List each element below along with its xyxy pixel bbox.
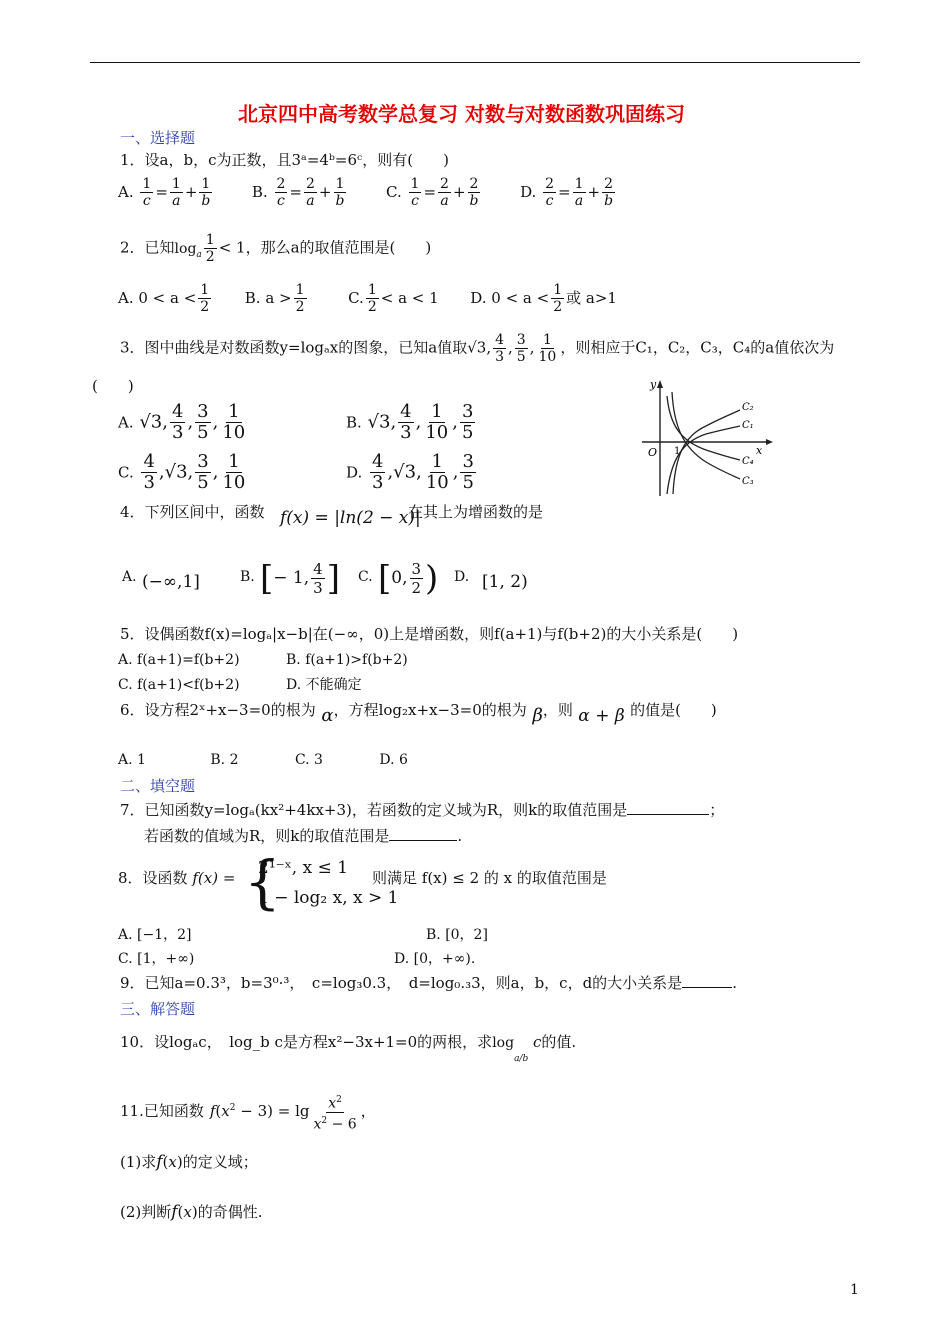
question-3-paren: ( ) — [92, 377, 134, 395]
question-6: 6．设方程2ˣ+x−3=0的根为 α，方程log₂x+x−3=0的根为 β，则 α + β 的值是( ) — [120, 701, 717, 726]
option-c: C. 3 — [294, 752, 323, 768]
option-a: A. $\frac{1}{c}$ = $\frac{1}{a}$ + $\frac{1}{b}$ — [118, 176, 211, 209]
option-a: A. 0 < a < $\frac{1}{2}$ — [118, 282, 210, 315]
option-c-interval: [0, $\frac{3}{2}$ ) — [378, 558, 439, 599]
y-axis-arrow — [657, 380, 663, 388]
question-8-option-c: C. [1，+∞) — [118, 951, 195, 967]
question-8-option-a: A. [−1，2] — [118, 927, 192, 943]
question-8-case-2: 1 − log₂ x, x > 1 — [258, 888, 399, 908]
question-1: 1．设a，b，c为正数，且3ᵃ=4ᵇ=6ᶜ，则有( ) — [120, 151, 449, 169]
section-heading-choice: 一、选择题 — [120, 129, 196, 147]
option-a: A. √3, $\frac{4}{3}$ , $\frac{3}{5}$ , $\frac{1}{10}$ — [118, 401, 246, 443]
question-2: 2．已知$\log_a$ $\frac{1}{2}$ < 1，那么a的取值范围是( ) — [120, 232, 432, 265]
question-6-options — [118, 750, 408, 770]
x-axis-arrow — [766, 439, 773, 445]
question-1-options — [118, 176, 617, 209]
option-b: B. 2 — [210, 752, 239, 768]
question-11: 11.已知函数 $f(x^2 - 3) = \lg$ $\frac{x^2}{x^2 - 6}$ ， — [120, 1092, 376, 1132]
option-d: D. 0 < a < $\frac{1}{2}$ 或 a>1 — [470, 282, 617, 315]
question-8-pre: 8．设函数 f(x) = — [118, 869, 236, 887]
question-4-function: f(x) = |ln(2 − x)| — [280, 508, 421, 528]
log-curves-figure — [636, 376, 776, 498]
option-a: A. — [122, 569, 137, 585]
section-heading-fill: 二、填空题 — [120, 777, 196, 795]
option-c: C. — [358, 569, 373, 585]
question-10: 10．设logₐc， log_b c是方程x²−3x+1=0的两根，求$\log_{a/b} c$的值. — [120, 1033, 577, 1064]
option-d: D. $\frac{4}{3}$ ,√3, $\frac{1}{10}$ , $\frac{3}{5}$ — [346, 451, 474, 493]
question-5-option-a: A. f(a+1)=f(b+2) — [118, 652, 240, 668]
curve-c2 — [673, 410, 740, 494]
question-5-option-d: D. 不能确定 — [286, 677, 362, 693]
question-9: 9．已知a=0.3³，b=3⁰·³， c=log₃0.3， d=log₀.₃3，则a，b，c，d的大小关系是 . — [120, 974, 737, 992]
page-title: 北京四中高考数学总复习 对数与对数函数巩固练习 — [238, 102, 685, 126]
question-7-line-2: 若函数的值域为R，则k的取值范围是 . — [144, 827, 463, 845]
option-d: D. $\frac{2}{c}$ = $\frac{1}{a}$ + $\frac{2}{b}$ — [520, 176, 614, 209]
one-label: 1 — [674, 446, 681, 457]
y-label: y — [650, 378, 657, 391]
curve-c3 — [672, 392, 740, 479]
option-d: D. 6 — [379, 752, 408, 768]
question-11-part-1: (1)求f(x)的定义域； — [120, 1152, 258, 1172]
question-8-post: 则满足 f(x) ≤ 2 的 x 的取值范围是 — [372, 869, 607, 887]
question-7-line-1: 7．已知函数y=logₐ(kx²+4kx+3)，若函数的定义域为R，则k的取值范围是 ； — [120, 801, 725, 819]
option-c: C. $\frac{1}{2}$ < a < 1 — [348, 282, 439, 315]
question-8-case-1: 2¹⁻ˣ, x ≤ 1 — [258, 858, 349, 878]
question-8-option-b: B. [0，2] — [426, 927, 488, 943]
option-a-interval: (−∞,1] — [142, 572, 200, 592]
label-c2: C₂ — [742, 402, 754, 413]
option-c: C. $\frac{1}{c}$ = $\frac{2}{a}$ + $\frac{2}{b}$ — [386, 176, 479, 209]
option-c: C. $\frac{4}{3}$ ,√3, $\frac{3}{5}$ , $\frac{1}{10}$ — [118, 451, 246, 493]
option-b: B. √3, $\frac{4}{3}$ , $\frac{1}{10}$ , $\frac{3}{5}$ — [346, 401, 474, 443]
option-a: A. 1 — [118, 752, 146, 768]
option-b-interval: [− 1, $\frac{4}{3}$ ] — [260, 558, 340, 599]
question-5-option-b: B. f(a+1)>f(b+2) — [286, 652, 408, 668]
question-4: 4．下列区间中，函数 — [120, 503, 265, 521]
question-4-post: 在其上为增函数的是 — [408, 503, 544, 521]
question-3: 3．图中曲线是对数函数y=logₐx的图象，已知a值取√3, $\frac{4}{3}$ , $\frac{3}{5}$ , $\frac{1}{10}$ ，则相应于C₁，C₂，C₃，C₄的a值依次为 — [120, 332, 835, 365]
question-5-option-c: C. f(a+1)<f(b+2) — [118, 677, 240, 693]
x-label: x — [756, 444, 763, 457]
section-heading-solve: 三、解答题 — [120, 1000, 196, 1018]
label-c1: C₁ — [742, 420, 754, 431]
question-5: 5．设偶函数f(x)=logₐ|x−b|在(−∞，0)上是增函数，则f(a+1)与f(b+2)的大小关系是( ) — [120, 625, 739, 643]
option-d-interval: [1, 2) — [482, 572, 528, 592]
option-d: D. — [454, 569, 470, 585]
option-b: B. $\frac{2}{c}$ = $\frac{2}{a}$ + $\frac{1}{b}$ — [251, 176, 345, 209]
option-b: B. a > $\frac{1}{2}$ — [244, 282, 305, 315]
header-rule — [90, 62, 860, 63]
question-8-option-d: D. [0，+∞). — [394, 951, 476, 967]
origin-label: O — [648, 446, 658, 459]
question-2-options — [118, 282, 617, 315]
label-c3: C₃ — [742, 476, 754, 487]
question-11-part-2: (2)判断f(x)的奇偶性. — [120, 1202, 263, 1222]
page-number: 1 — [850, 1282, 859, 1298]
label-c4: C₄ — [742, 456, 754, 467]
option-b: B. — [240, 569, 255, 585]
question-8-brace: { — [244, 848, 281, 916]
